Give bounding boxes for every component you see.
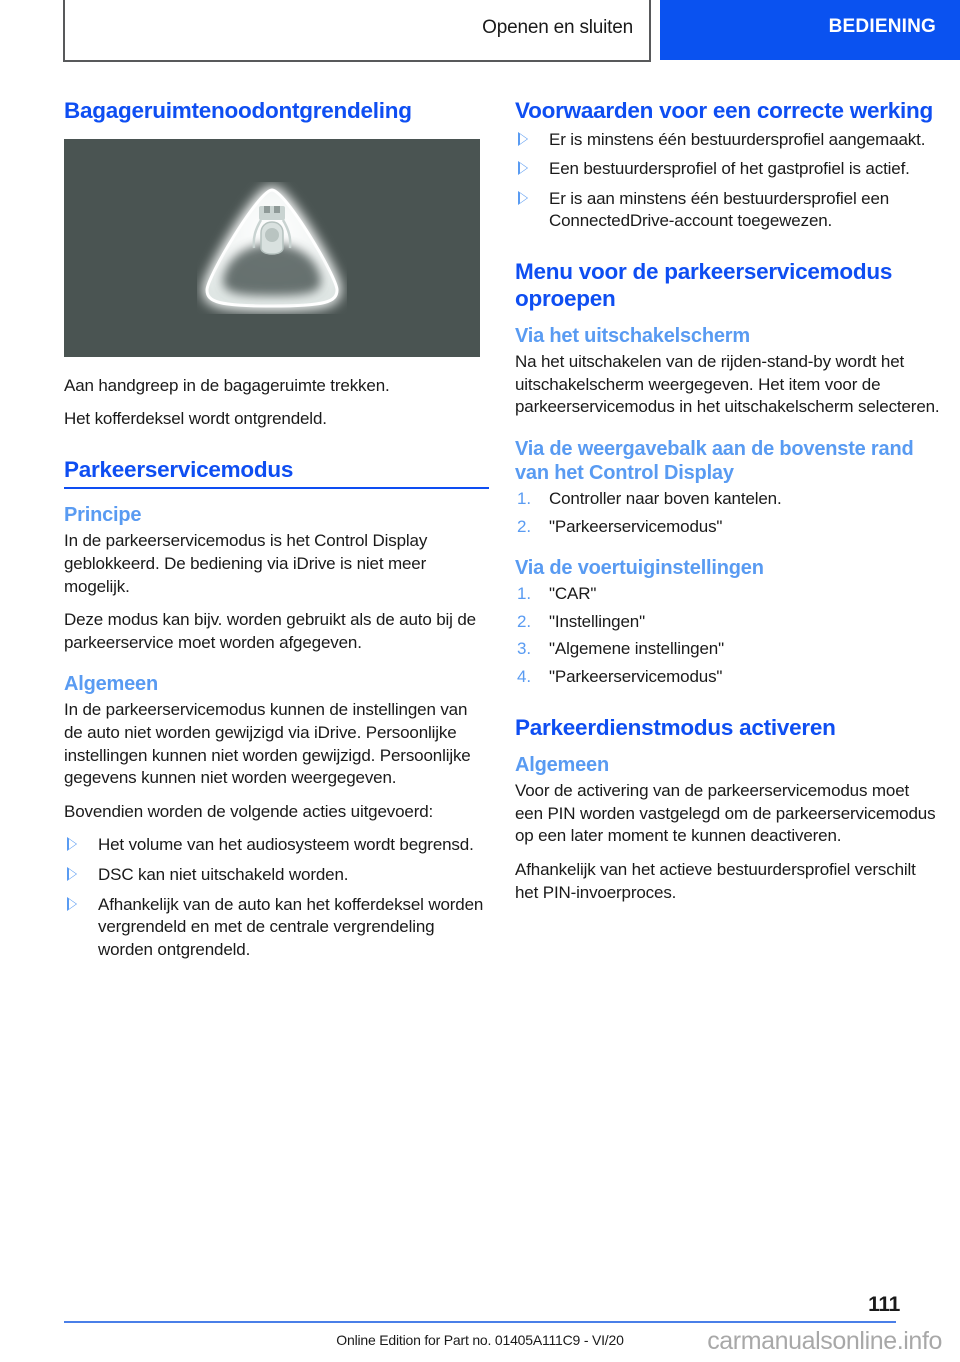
subheading-uitschakelscherm: Via het uitschakelscherm bbox=[515, 325, 750, 348]
list-item-text: Een bestuurdersprofiel of het gastprofiel is actief. bbox=[549, 159, 910, 179]
content-columns bbox=[0, 98, 960, 961]
left-column bbox=[64, 98, 489, 961]
principe-paragraph-2: Deze modus kan bijv. worden gebruikt als de auto bij de parkeerservice moet worden afgegeven. bbox=[64, 610, 476, 652]
right-column bbox=[515, 98, 940, 961]
section-tab bbox=[63, 0, 651, 62]
list-item: "Parkeerservicemodus" bbox=[549, 516, 723, 536]
list-item bbox=[64, 834, 489, 857]
algemeen-bullet-list bbox=[64, 834, 489, 961]
boot-emergency-release-figure bbox=[64, 139, 480, 357]
triangle-bullet-icon bbox=[68, 898, 77, 910]
list-item-text: DSC kan niet uitschakeld worden. bbox=[98, 865, 349, 885]
watermark: carmanualsonline.info bbox=[707, 1327, 942, 1355]
page-number: 111 bbox=[868, 1293, 900, 1316]
list-item-text: Afhankelijk van de auto kan het kofferdeksel worden vergrendeld en met de centrale vergrendeling worden ontgrendeld. bbox=[98, 894, 484, 959]
algemeen-paragraph-2: Bovendien worden de volgende acties uitgevoerd: bbox=[64, 801, 434, 821]
triangle-bullet-icon bbox=[519, 162, 528, 174]
footer-edition-note: Online Edition for Part no. 01405A111C9 - VI/20 bbox=[336, 1332, 624, 1348]
list-item bbox=[515, 188, 940, 233]
subheading-algemeen-right: Algemeen bbox=[515, 754, 609, 777]
heading-voorwaarden: Voorwaarden voor een correcte werking bbox=[515, 98, 933, 123]
list-item-text: Er is minstens één bestuurdersprofiel aangemaakt. bbox=[549, 129, 926, 149]
subheading-voertuiginstellingen: Via de voertuiginstellingen bbox=[515, 557, 764, 580]
uitschakelscherm-paragraph: Na het uitschakelen van de rijden-stand-by wordt het uitschakelscherm weergegeven. Het item voor de parkeerservicemodus in het uitschakelscherm selecteren. bbox=[515, 352, 940, 417]
list-item: "Instellingen" bbox=[549, 611, 645, 631]
list-item bbox=[515, 158, 940, 181]
list-item: "Algemene instellingen" bbox=[549, 639, 724, 659]
list-item-text: Het volume van het audiosysteem wordt begrensd. bbox=[98, 835, 474, 855]
triangle-bullet-icon bbox=[519, 133, 528, 145]
section-tab-label: Openen en sluiten bbox=[482, 17, 633, 38]
chapter-band bbox=[660, 0, 960, 60]
page-footer bbox=[0, 1262, 960, 1362]
list-item-text: Er is aan minstens één bestuurdersprofiel een ConnectedDrive-account toegewezen. bbox=[549, 188, 890, 231]
list-item bbox=[64, 864, 489, 887]
activeren-paragraph-2: Afhankelijk van het actieve bestuurdersprofiel verschilt het PIN-invoerproces. bbox=[515, 859, 916, 902]
triangle-bullet-icon bbox=[519, 192, 528, 204]
page-title: Bagageruimtenoodontgrendeling bbox=[64, 98, 412, 123]
algemeen-paragraph-1: In de parkeerservicemodus kunnen de instellingen van de auto niet worden gewijzigd via iDrive. Persoonlijke instellingen kunnen niet worden gewijzigd. Persoonlijke gegevens kunnen niet worden weergegeven. bbox=[64, 700, 471, 788]
instruction-paragraph-1: Aan handgreep in de bagageruimte trekken. bbox=[64, 375, 390, 395]
list-item bbox=[64, 894, 489, 962]
weergavebalk-step-list bbox=[515, 488, 940, 538]
list-item: "Parkeerservicemodus" bbox=[549, 666, 723, 686]
section-heading-parkeerservicemodus: Parkeerservicemodus bbox=[64, 457, 489, 490]
heading-parkeerdienstmodus-activeren: Parkeerdienstmodus activeren bbox=[515, 714, 836, 740]
chapter-band-label: BEDIENING bbox=[828, 16, 936, 37]
subheading-algemeen-left: Algemeen bbox=[64, 673, 158, 696]
list-item: "CAR" bbox=[549, 584, 597, 604]
voorwaarden-bullet-list bbox=[515, 129, 940, 233]
activeren-paragraph-1: Voor de activering van de parkeerservicemodus moet een PIN worden vastgelegd om de parkeerservicemodus op een later moment te kunnen deactiveren. bbox=[515, 781, 936, 846]
heading-menu-oproepen: Menu voor de parkeerservicemodus oproepen bbox=[515, 258, 893, 311]
triangle-bullet-icon bbox=[68, 838, 77, 850]
subheading-weergavebalk: Via de weergavebalk aan de bovenste rand van het Control Display bbox=[515, 437, 914, 484]
instruction-paragraph-2: Het kofferdeksel wordt ontgrendeld. bbox=[64, 409, 327, 429]
list-item: Controller naar boven kantelen. bbox=[549, 488, 782, 508]
voertuiginstellingen-step-list bbox=[515, 583, 940, 688]
list-item bbox=[515, 129, 940, 152]
subheading-principe: Principe bbox=[64, 504, 142, 527]
footer-divider bbox=[64, 1321, 896, 1323]
page-header bbox=[0, 0, 960, 63]
boot-emergency-release-handle-icon bbox=[197, 182, 347, 314]
triangle-bullet-icon bbox=[68, 868, 77, 880]
principe-paragraph-1: In de parkeerservicemodus is het Control Display geblokkeerd. De bediening via iDrive is niet meer mogelijk. bbox=[64, 531, 428, 596]
